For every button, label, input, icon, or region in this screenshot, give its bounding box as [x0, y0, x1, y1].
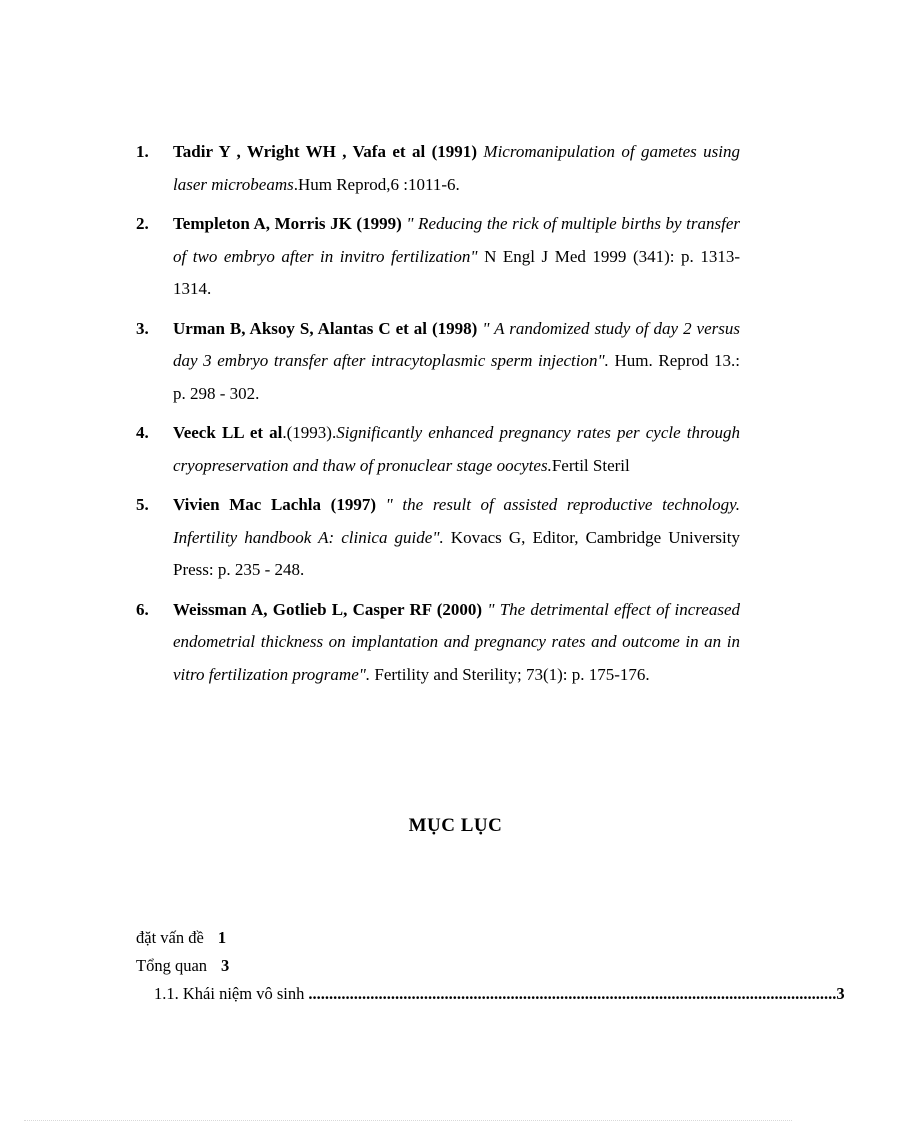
- reference-year: .(1993).: [282, 423, 337, 442]
- toc-heading: MỤC LỤC: [408, 815, 503, 836]
- reference-title: Significantly enhanced pregnancy rates per cycle through cryopreservation and thaw of pronuclear stage oocytes.: [173, 423, 740, 475]
- reference-number: 5.: [136, 495, 149, 514]
- reference-number: 1.: [136, 142, 149, 161]
- toc-leader-dots: ................................................................................................................................: [308, 984, 837, 1003]
- toc-entry-label: 1.1. Khái niệm vô sinh: [154, 984, 305, 1003]
- reference-number: 4.: [136, 423, 149, 442]
- reference-title: " Reducing the rick of multiple births by transfer of two embryo after in invitro fertilization": [173, 214, 740, 266]
- reference-item-2: [136, 208, 740, 306]
- toc-entry-label: đặt vấn đề: [136, 928, 204, 947]
- reference-authors: Tadir Y , Wright WH , Vafa et al (1991: [173, 142, 472, 161]
- reference-item-3: [136, 313, 740, 411]
- toc-subentry[interactable]: [136, 982, 845, 1010]
- toc-entry-label: Tổng quan: [136, 956, 208, 975]
- reference-title: Micromanipulation of gametes using laser microbeams: [173, 142, 741, 194]
- reference-source: Fertility and Sterility; 73(1): p. 175-176.: [374, 664, 650, 684]
- reference-item-1: [136, 136, 740, 201]
- reference-year-close: ): [476, 599, 483, 619]
- reference-source: Kovacs G, Editor, Cambridge University Press: p. 235 - 248.: [173, 527, 740, 579]
- page-bottom-rule: [24, 1120, 792, 1121]
- table-of-contents: [136, 926, 845, 1010]
- reference-source: N Engl J Med 1999 (341): p. 1313-1314.: [173, 246, 740, 298]
- reference-item-5: [136, 489, 740, 587]
- reference-list: [136, 136, 740, 698]
- reference-source: Hum. Reprod 13.: p. 298 - 302.: [173, 351, 740, 403]
- toc-entry[interactable]: [136, 926, 740, 954]
- reference-item-4: [136, 417, 740, 482]
- reference-authors: Weissman A, Gotlieb L, Casper RF (2000: [173, 599, 477, 619]
- reference-number: 3.: [136, 318, 149, 338]
- toc-entry-page: 1: [217, 928, 227, 947]
- reference-number: 6.: [136, 599, 149, 619]
- reference-authors: Vivien Mac Lachla (1997: [173, 495, 371, 514]
- reference-year-close: ): [370, 495, 376, 514]
- reference-source: .Hum Reprod,6 :1011-6.: [293, 174, 460, 194]
- reference-title: " A randomized study of day 2 versus day 3 embryo transfer after intracytoplasmic sperm injection".: [173, 318, 740, 370]
- toc-entry[interactable]: [136, 954, 740, 982]
- reference-title: " the result of assisted reproductive technology. Infertility handbook A: clinica guide".: [173, 495, 741, 547]
- toc-entry-page: 3: [836, 984, 845, 1003]
- reference-authors: Urman B, Aksoy S, Alantas C et al (1998: [173, 318, 472, 338]
- reference-year-close: ): [471, 142, 477, 161]
- reference-year-close: ): [471, 318, 478, 338]
- reference-number: 2.: [136, 214, 149, 233]
- reference-authors: Templeton A, Morris JK (1999: [173, 214, 397, 233]
- toc-entry-page: 3: [221, 956, 230, 975]
- reference-year-close: ): [396, 214, 402, 233]
- reference-item-6: [136, 594, 740, 692]
- reference-source: Fertil Steril: [551, 455, 630, 475]
- reference-authors: Veeck LL et al: [173, 423, 283, 442]
- reference-title: " The detrimental effect of increased endometrial thickness on implantation and pregnancy rates and outcome in an in vitro fertilization programe".: [173, 599, 740, 684]
